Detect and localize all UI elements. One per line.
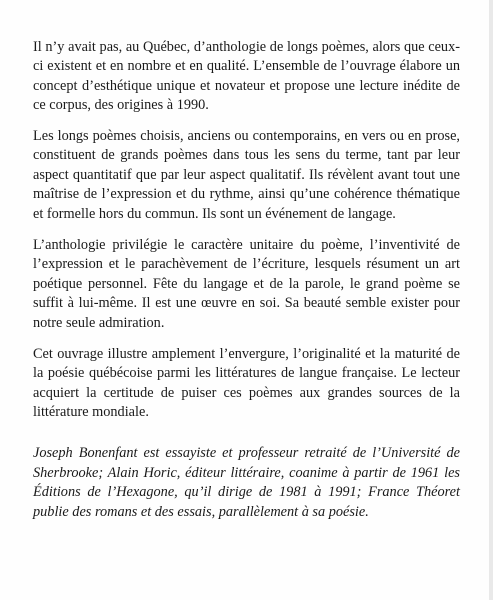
scope-paragraph: Cet ouvrage illustre amplement l’envergure, l’originalité et la maturité de la poésie québécoise parmi les littératures de langue française. Le lecteur acquiert la certitude de puiser ces poèmes aux grandes sources de la littérature mondiale. xyxy=(33,346,460,421)
selection-paragraph: Les longs poèmes choisis, anciens ou contemporains, en vers ou en prose, constituent de grands poèmes dans tous les sens du terme, tant par leur aspect quantitatif que par leur aspect qualitatif. Ils révèlent avant tout une maîtrise de l’expression et du rythme, ainsi qu’une cohérence thématique et formelle hors du commun. Ils sont un événement de langage. xyxy=(33,128,460,222)
page-edge xyxy=(489,0,493,600)
authors-bio: Joseph Bonenfant est essayiste et professeur retraité de l’Université de Sherbrooke; Alain Horic, éditeur littéraire, coanime à partir de 1961 les Éditions de l’Hexagone, qu’il dirige de 1981 à 1991; France Théoret publie des romans et des essais, parallèlement à sa poésie. xyxy=(33,445,460,520)
anthology-paragraph: L’anthologie privilégie le caractère unitaire du poème, l’inventivité de l’expression et le parachèvement de l’écriture, lesquels résument un art poétique personnel. Fête du langage et de la parole, le grand poème se suffit à lui-même. Il est une œuvre en soi. Sa beauté semble exister pour notre seule admiration. xyxy=(33,237,460,331)
intro-paragraph: Il n’y avait pas, au Québec, d’anthologie de longs poèmes, alors que ceux-ci existent et en nombre et en qualité. L’ensemble de l’ouvrage élabore un concept d’esthétique unique et novateur et propose une lecture inédite de ce corpus, des origines à 1990. xyxy=(33,39,460,114)
